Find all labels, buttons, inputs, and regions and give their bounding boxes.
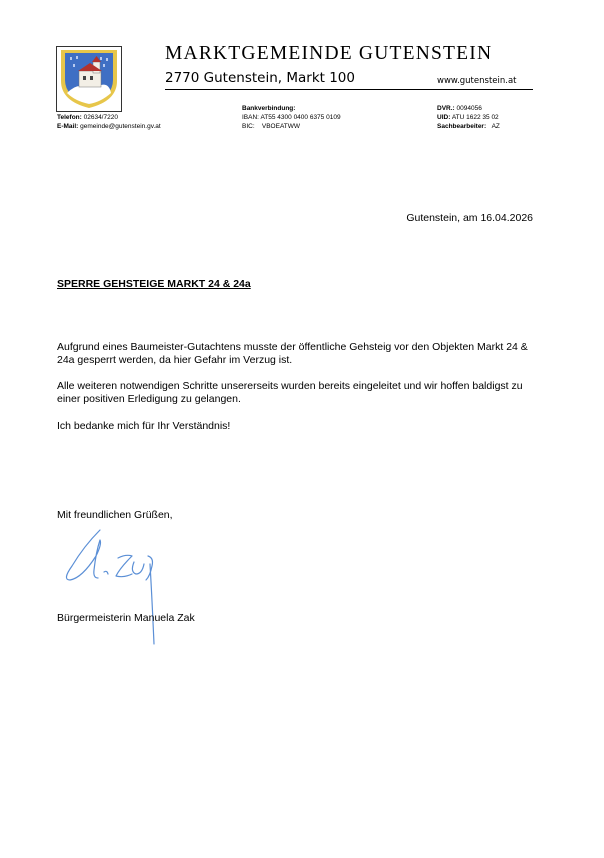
body-paragraph-2: Alle weiteren notwendigen Schritte unsererseits wurden bereits eingeleitet und wir hoffen baldigst zu einer positiven Erledigung zu gelangen. xyxy=(57,380,523,405)
iban-label: IBAN: xyxy=(242,114,259,121)
signer-name: Bürgermeisterin Manuela Zak xyxy=(57,612,195,624)
phone-number: 02634/7220 xyxy=(83,114,118,121)
uid-value: ATU 1622 35 02 xyxy=(451,114,499,121)
clerk-value: AZ xyxy=(491,123,500,130)
municipality-name: MARKTGEMEINDE GUTENSTEIN xyxy=(165,43,493,64)
email-label: E-Mail: xyxy=(57,123,79,130)
website-link[interactable]: www.gutenstein.at xyxy=(437,76,517,86)
bic-label: BIC: xyxy=(242,123,255,130)
municipality-address: 2770 Gutenstein, Markt 100 xyxy=(165,70,355,86)
bic-value: VBOEATWW xyxy=(261,123,301,130)
uid-label: UID: xyxy=(437,114,451,121)
email-address[interactable]: gemeinde@gutenstein.gv.at xyxy=(80,123,161,130)
bank-info xyxy=(242,104,341,131)
phone-label: Telefon: xyxy=(57,114,82,121)
letter-subject: SPERRE GEHSTEIGE MARKT 24 & 24a xyxy=(57,278,251,290)
clerk-label: Sachbearbeiter: xyxy=(437,123,487,130)
body-paragraph-3: Ich bedanke mich für Ihr Verständnis! xyxy=(57,420,231,432)
registry-info xyxy=(437,104,500,131)
contact-info xyxy=(57,113,161,131)
dvr-label: DVR.: xyxy=(437,105,455,112)
header-divider xyxy=(165,89,533,90)
iban-value: AT55 4300 0400 6375 0109 xyxy=(260,114,341,121)
body-paragraph-1: Aufgrund eines Baumeister-Gutachtens musste der öffentliche Gehsteig vor den Objekten Markt 24 & 24a gesperrt werden, da hier Gefahr im Verzug ist. xyxy=(57,341,528,366)
handwritten-signature xyxy=(60,528,180,646)
letter-date: Gutenstein, am 16.04.2026 xyxy=(406,212,533,224)
coat-of-arms-icon xyxy=(56,46,122,112)
bank-label: Bankverbindung: xyxy=(242,105,296,112)
dvr-value: 0094056 xyxy=(456,105,482,112)
closing-salutation: Mit freundlichen Grüßen, xyxy=(57,509,173,521)
